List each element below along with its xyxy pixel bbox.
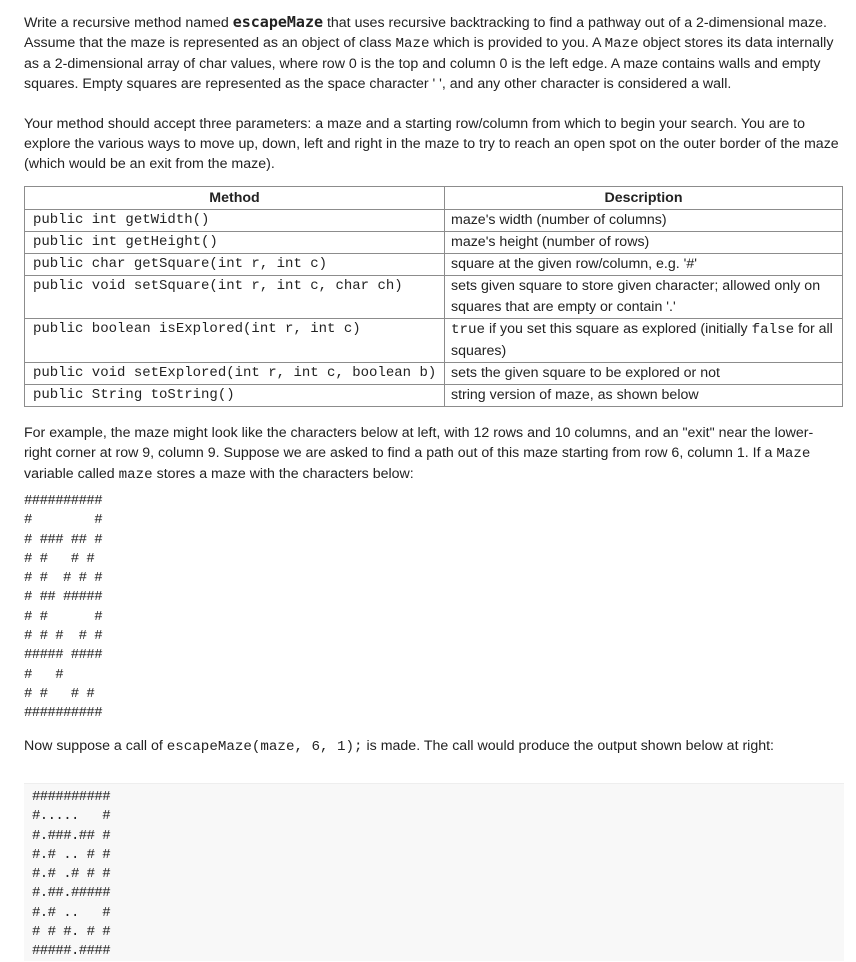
maze-line: # ### ## # [24, 531, 103, 548]
table-row [25, 210, 843, 232]
maze-line: # # [24, 512, 103, 529]
method-description: sets given square to store given character; allowed only on squares that are empty or contain '.' [445, 276, 843, 319]
method-description: maze's height (number of rows) [445, 232, 843, 254]
maze-line: ##### #### [24, 647, 103, 664]
text: stores a maze with the characters below: [152, 466, 414, 482]
maze-line: #####.#### [32, 943, 111, 960]
maze-line: # # # # [24, 550, 95, 567]
maze-line: ########## [24, 493, 103, 509]
text: if you set this square as explored (initially [485, 321, 752, 337]
text: Write a recursive method named [24, 15, 233, 31]
method-signature: public int getHeight() [25, 232, 445, 254]
text: Now suppose a call of [24, 738, 167, 754]
maze-line: # # # # # [24, 628, 103, 645]
text: which is provided to you. A [429, 35, 605, 51]
method-signature: public void setSquare(int r, int c, char ch) [25, 276, 445, 319]
text: For example, the maze might look like the characters below at left, with 12 rows and 10 columns, and an "exit" near the lower-right corner at row 9, column 9. Suppose we are asked to find a path out of this maze starting from row 6, column 1. If a [24, 425, 814, 461]
maze-line: ########## [24, 705, 103, 722]
maze-line: #.###.## # [32, 827, 111, 844]
table-row [25, 385, 843, 407]
output-code-block [24, 783, 844, 961]
class-name: Maze [776, 446, 811, 462]
method-description: maze's width (number of columns) [445, 210, 843, 232]
parameters-paragraph: Your method should accept three parameters: a maze and a starting row/column from which to begin your search. You are to explore the various ways to move up, down, left and right in the maze to try to reach an open spot on the outer border of the maze (which would be an exit from the maze). [24, 116, 839, 172]
text: variable called [24, 466, 119, 482]
maze-line: # ## ##### [24, 589, 103, 606]
maze-line: ########## [32, 789, 111, 805]
maze-methods-table [24, 186, 843, 407]
maze-line: # # # # # [24, 570, 103, 587]
header-description: Description [445, 187, 843, 210]
header-method: Method [25, 187, 445, 210]
problem-page [24, 12, 840, 960]
table-row [25, 276, 843, 319]
class-name: Maze [604, 36, 639, 52]
maze-line: #.# .# # # [32, 866, 111, 883]
table-row [25, 254, 843, 276]
maze-line: # # # # [24, 685, 95, 702]
table-row [25, 363, 843, 385]
method-name: escapeMaze [232, 13, 324, 31]
keyword-false: false [751, 322, 795, 338]
method-signature: public String toString() [25, 385, 445, 407]
example-paragraph [24, 423, 840, 485]
maze-line: #..... # [32, 808, 111, 825]
text: object stores its data internally as a 2-dimensional array of char values, where row 0 is the top and column 0 is the left edge. A maze contains walls and empty squares. Empty squares are represented as the space character ' ', and any other character is considered a wall. [24, 35, 834, 92]
example-maze [24, 492, 102, 724]
method-description: string version of maze, as shown below [445, 385, 843, 407]
class-name: Maze [395, 36, 430, 52]
keyword-true: true [451, 322, 486, 338]
maze-line: #.##.##### [32, 885, 111, 902]
method-description: sets the given square to be explored or not [445, 363, 843, 385]
text: that uses recursive backtracking to find a pathway out of a 2-dimensional maze. Assume that the maze is represented as an object of class [24, 15, 827, 51]
method-signature: public int getWidth() [25, 210, 445, 232]
output-maze [32, 788, 110, 962]
call-paragraph [24, 736, 774, 757]
method-call-code: escapeMaze(maze, 6, 1); [166, 739, 363, 755]
table-row [25, 319, 843, 363]
method-signature: public void setExplored(int r, int c, boolean b) [25, 363, 445, 385]
maze-line: # # # [24, 608, 103, 625]
method-signature: public char getSquare(int r, int c) [25, 254, 445, 276]
maze-line: # # [24, 666, 64, 683]
intro-paragraph [24, 12, 840, 94]
text: for all squares) [451, 321, 833, 359]
table-row [25, 232, 843, 254]
maze-line: # # #. # # [32, 924, 111, 941]
maze-line: #.# .. # # [32, 846, 111, 863]
method-description [445, 319, 843, 363]
text: is made. The call would produce the output shown below at right: [362, 738, 774, 754]
method-signature: public boolean isExplored(int r, int c) [25, 319, 445, 363]
method-description: square at the given row/column, e.g. '#' [445, 254, 843, 276]
maze-line: #.# .. # [32, 904, 111, 921]
variable-name: maze [118, 467, 153, 483]
